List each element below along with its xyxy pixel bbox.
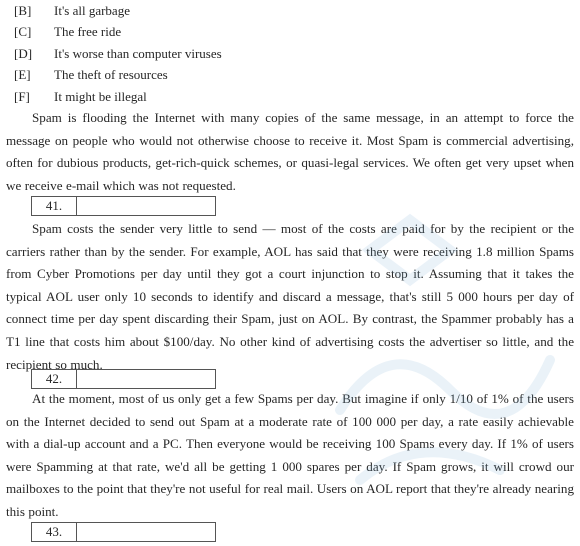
option-text: It's worse than computer viruses xyxy=(54,46,222,61)
option-text: The free ride xyxy=(54,24,122,39)
option-tag: [F] xyxy=(14,89,30,104)
paragraph-3: At the moment, most of us only get a few Spams per day. But imagine if only 1/10 of 1% of the users on the Internet decided to send out Spam at a moderate rate of 100 000 per day, a rate easily achievable with a dial-up account and a PC. Then everyone would be receiving 100 Spams every day. If 1% of users were Spamming at that rate, we'd all be getting 1 000 spares per day. If Spam grows, it will crowd our mailboxes to the point that they're not useful for real mail. Users on AOL report that they're already nearing this point. xyxy=(6,391,574,519)
option-f xyxy=(14,87,147,107)
option-d xyxy=(14,44,222,64)
answer-box[interactable] xyxy=(77,196,216,216)
paragraph-2: Spam costs the sender very little to send — most of the costs are paid for by the recipient or the carriers rather than by the sender. For example, AOL has said that they were receiving 1.8 million Spams from Cyber Promotions per day until they got a court injunction to stop it. Assuming that it takes the typical AOL user only 10 seconds to identify and discard a message, that's still 5 000 hours per day of connect time per day spent discarding their Spam, just on AOL. By contrast, the Spammer probably has a T1 line that costs him about $100/day. No other kind of advertising costs the advertiser so little, and the recipient so much. xyxy=(6,221,574,372)
question-number: 43. xyxy=(31,522,77,542)
option-text: It might be illegal xyxy=(54,89,147,104)
question-number: 41. xyxy=(31,196,77,216)
option-tag: [B] xyxy=(14,3,32,18)
answer-row-42 xyxy=(31,369,216,389)
option-e xyxy=(14,65,168,85)
paragraph-1: Spam is flooding the Internet with many copies of the same message, in an attempt to force the message on people who would not otherwise choose to receive it. Most Spam is commercial advertising, often for dubious products, get-rich-quick schemes, or quasi-legal services. We often get very upset when we receive e-mail which was not requested. xyxy=(6,110,574,193)
answer-row-41 xyxy=(31,196,216,216)
option-tag: [E] xyxy=(14,67,31,82)
option-text: The theft of resources xyxy=(54,67,168,82)
option-tag: [C] xyxy=(14,24,32,39)
option-c xyxy=(14,22,121,42)
question-number: 42. xyxy=(31,369,77,389)
answer-box[interactable] xyxy=(77,522,216,542)
answer-row-43 xyxy=(31,522,216,542)
option-tag: [D] xyxy=(14,46,33,61)
option-text: It's all garbage xyxy=(54,3,130,18)
option-b xyxy=(14,1,130,21)
answer-box[interactable] xyxy=(77,369,216,389)
